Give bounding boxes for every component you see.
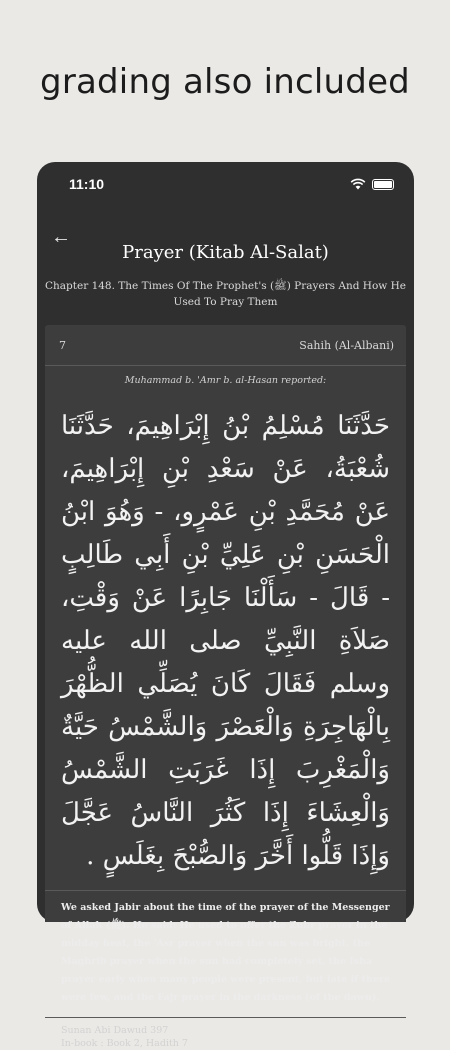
hadith-reference-in-book: In-book : Book 2, Hadith 7 bbox=[61, 1038, 188, 1049]
status-bar bbox=[37, 162, 414, 204]
hadith-arabic-text: حَدَّثَنَا مُسْلِمُ بْنُ إِبْرَاهِيمَ، حَدَّثَنَا شُعْبَةُ، عَنْ سَعْدِ بْنِ إِبْرَاهِيمَ، عَنْ مُحَمَّدِ بْنِ عَمْرٍو، - وَهُوَ ابْنُ الْحَسَنِ بْنِ عَلِيِّ بْنِ أَبِي طَالِبٍ - قَالَ - سَأَلْنَا جَابِرًا عَنْ وَقْتِ، صَلاَةِ النَّبِيِّ صلى الله عليه وسلم فَقَالَ كَانَ يُصَلِّي الظُّهْرَ بِالْهَاجِرَةِ وَالْعَصْرَ وَالشَّمْسُ حَيَّةٌ وَالْمَغْرِبَ إِذَا غَرَبَتِ الشَّمْسُ وَالْعِشَاءَ إِذَا كَثُرَ النَّاسُ عَجَّلَ وَإِذَا قَلُّوا أَخَّرَ وَالصُّبْحَ بِغَلَسٍ ‏.‏ bbox=[61, 411, 390, 871]
hadith-number: 7 bbox=[59, 339, 66, 352]
phone-frame bbox=[37, 162, 414, 1049]
hadith-grade: Sahih (Al-Albani) bbox=[299, 339, 394, 352]
battery-icon bbox=[372, 179, 394, 190]
back-arrow-icon[interactable]: ← bbox=[51, 226, 71, 248]
hadith-narrator: Muhammad b. 'Amr b. al-Hasan reported: bbox=[124, 375, 327, 386]
chapter-title: Chapter 148. The Times Of The Prophet's (ﷺ) Prayers And How He Used To Pray Them bbox=[45, 280, 406, 308]
promo-caption: grading also included bbox=[40, 62, 410, 102]
hadith-reference bbox=[45, 1018, 406, 1050]
hadith-reference-collection: Sunan Abi Dawud 397 bbox=[61, 1025, 169, 1036]
status-icons bbox=[350, 178, 394, 190]
hadith-card-header bbox=[45, 325, 406, 366]
hadith-english-text: We asked Jabir about the time of the prayer of the Messenger of Allah (ﷺ). He said: He used to offer the Zuhr prayer in the midday heat, the 'Asr prayer when the sun was bright, the Maghrib prayer when the sun had completely set, the Isha prayer early when many people were present, but late if there were few, and the Fajr prayer in the darkness (of the dawn). bbox=[61, 902, 390, 1003]
wifi-icon bbox=[350, 178, 366, 190]
hadith-card bbox=[45, 325, 406, 1049]
page-title: Prayer (Kitab Al-Salat) bbox=[122, 242, 329, 263]
status-time: 11:10 bbox=[69, 176, 105, 192]
